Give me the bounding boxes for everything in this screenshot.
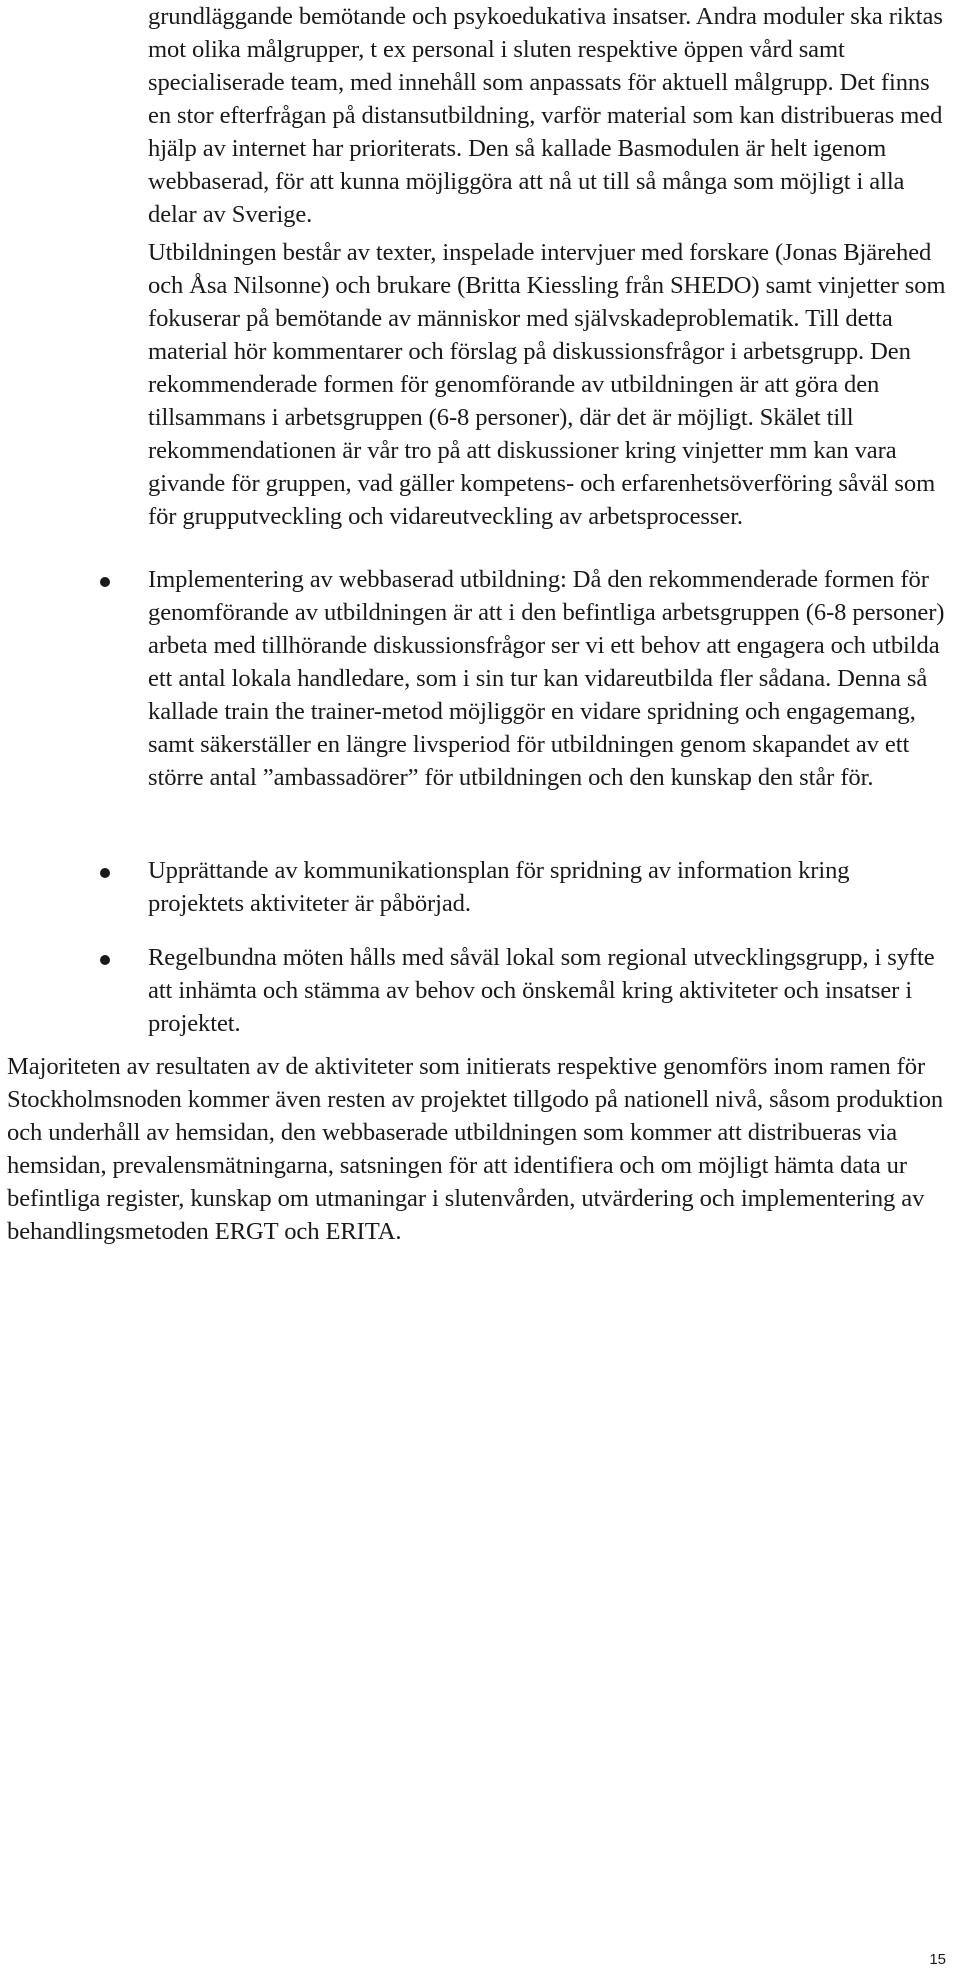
bullet-dot-icon xyxy=(100,955,110,965)
paragraph-utbildningen: Utbildningen består av texter, inspelade intervjuer med forskare (Jonas Bjärehed och Åsa Nilsonne) och brukare (Britta Kiessling från SHEDO) samt vinjetter som fokuserar på bemötande av människor med självskadeproblematik. Till detta material hör kommentarer och förslag på diskussionsfrågor i arbetsgrupp. Den rekommenderade formen för genomförande av utbildningen är att göra den tillsammans i arbetsgruppen (6-8 personer), där det är möjligt. Skälet till rekommendationen är vår tro på att diskussioner kring vinjetter mm kan vara givande för gruppen, vad gäller kompetens- och erfarenhetsöverföring såväl som för grupputveckling och vidareutveckling av arbetsprocesser. xyxy=(148,239,946,530)
bullet-dot-icon xyxy=(100,868,110,878)
bullet-item-moten: Regelbundna möten hålls med såväl lokal som regional utvecklingsgrupp, i syfte att inhämta och stämma av behov och önskemål kring aktiviteter och insatser i projektet. xyxy=(148,944,935,1037)
bullet-dot-icon xyxy=(100,577,110,587)
bullet-item-kommunikationsplan: Upprättande av kommunikationsplan för spridning av information kring projektets aktiviteter är påbörjad. xyxy=(148,857,850,917)
paragraph-basmodul: grundläggande bemötande och psykoedukativa insatser. Andra moduler ska riktas mot olika målgrupper, t ex personal i sluten respektive öppen vård samt specialiserade team, med innehåll som anpassats för aktuell målgrupp. Det finns en stor efterfrågan på distansutbildning, varför material som kan distribueras med hjälp av internet har prioriterats. Den så kallade Basmodulen är helt igenom webbaserad, för att kunna möjliggöra att nå ut till så många som möjligt i alla delar av Sverige. xyxy=(148,3,943,228)
paragraph-majoriteten: Majoriteten av resultaten av de aktiviteter som initierats respektive genomförs inom ramen för Stockholmsnoden kommer även resten av projektet tillgodo på nationell nivå, såsom produktion och underhåll av hemsidan, den webbaserade utbildningen som kommer att distribueras via hemsidan, prevalensmätningarna, satsningen för att identifiera och om möjligt hämta data ur befintliga register, kunskap om utmaningar i slutenvården, utvärdering och implementering av behandlingsmetoden ERGT och ERITA. xyxy=(7,1053,944,1245)
page-number: 15 xyxy=(929,1951,946,1968)
bullet-item-implementering: Implementering av webbaserad utbildning: Då den rekommenderade formen för genomförande av utbildningen är att i den befintliga arbetsgruppen (6-8 personer) arbeta med tillhörande diskussionsfrågor ser vi ett behov att engagera och utbilda ett antal lokala handledare, som i sin tur kan vidareutbilda fler sådana. Denna så kallade train the trainer-metod möjliggör en vidare spridning och engagemang, samt säkerställer en längre livsperiod för utbildningen genom skapandet av ett större antal ”ambassadörer” för utbildningen och den kunskap den står för. xyxy=(148,566,945,791)
